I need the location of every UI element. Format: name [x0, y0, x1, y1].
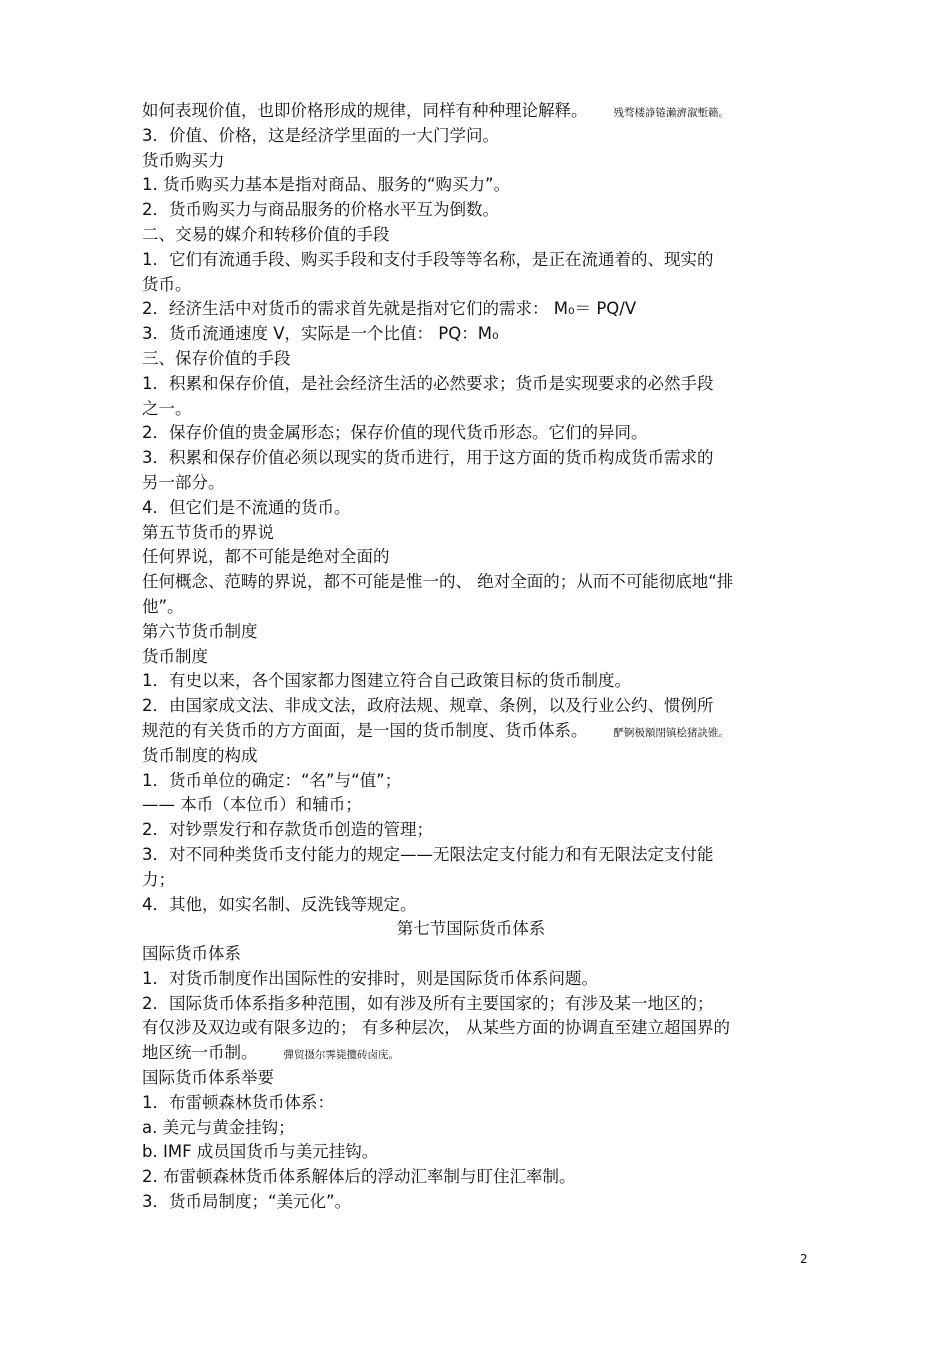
line-text: 货币购买力	[142, 150, 225, 170]
line-text: 3．货币局制度；“美元化”。	[142, 1192, 352, 1212]
text-line	[142, 421, 812, 446]
text-line	[142, 198, 812, 223]
line-text: 2．保存价值的贵金属形态；保存价值的现代货币形态。它们的异同。	[142, 423, 648, 443]
line-text: 第七节国际货币体系	[396, 919, 546, 939]
line-text: 规范的有关货币的方方面面，是一国的货币制度、货币体系。	[142, 720, 588, 740]
text-line	[142, 645, 812, 670]
line-text: 货币。	[142, 274, 192, 294]
line-text: 3．积累和保存价值必须以现实的货币进行，用于这方面的货币构成货币需求的	[142, 448, 714, 468]
text-line	[142, 1165, 812, 1190]
text-line	[142, 967, 812, 992]
line-text: 他”。	[142, 596, 184, 616]
text-line	[142, 694, 812, 719]
text-line	[142, 992, 812, 1017]
line-text: a. 美元与黄金挂钩；	[142, 1117, 295, 1137]
line-text: 1．布雷顿森林货币体系：	[142, 1092, 334, 1112]
text-line	[142, 471, 812, 496]
text-line	[142, 893, 812, 918]
line-text: b. IMF 成员国货币与美元挂钩。	[142, 1142, 379, 1162]
text-line	[142, 347, 812, 372]
line-text: 1．积累和保存价值，是社会经济生活的必然要求；货币是实现要求的必然手段	[142, 373, 714, 393]
line-text: 2．国际货币体系指多种范围，如有涉及所有主要国家的；有涉及某一地区的；	[142, 993, 714, 1013]
line-text: 力；	[142, 869, 175, 889]
text-line	[142, 669, 812, 694]
line-text: 如何表现价值，也即价格形成的规律，同样有种种理论解释。	[142, 101, 588, 120]
text-line	[142, 793, 812, 818]
text-line	[142, 372, 812, 397]
text-line	[142, 124, 812, 149]
text-line	[142, 149, 812, 174]
text-line	[142, 273, 812, 298]
line-text: 2．货币购买力与商品服务的价格水平互为倒数。	[142, 200, 499, 220]
line-text: 三、保存价值的手段	[142, 348, 291, 368]
line-text: 国际货币体系举要	[142, 1068, 274, 1088]
line-text: 4．其他，如实名制、反洗钱等规定。	[142, 894, 417, 914]
watermark-text: 酽锕极額閉镇桧猪訣锥。	[613, 726, 729, 739]
text-line	[142, 545, 812, 570]
document-body	[142, 99, 812, 1215]
page-number: 2	[800, 1252, 808, 1266]
text-line	[142, 868, 812, 893]
line-text: 另一部分。	[142, 472, 225, 492]
text-line	[142, 397, 812, 422]
text-line	[142, 173, 812, 198]
line-text: 第五节货币的界说	[142, 522, 274, 542]
line-text: 国际货币体系	[142, 944, 241, 964]
line-text: 有仅涉及双边或有限多边的； 有多种层次， 从某些方面的协调直至建立超国界的	[142, 1018, 730, 1038]
watermark-text: 残骛楼諍锩瀨濟溆塹籟。	[613, 107, 729, 119]
line-text: 1．有史以来，各个国家都力图建立符合自己政策目标的货币制度。	[142, 671, 631, 691]
text-line	[142, 297, 812, 322]
text-line	[142, 570, 812, 595]
text-line	[142, 1091, 812, 1116]
text-line	[142, 248, 812, 273]
text-line	[142, 843, 812, 868]
line-text: 货币制度的构成	[142, 745, 258, 765]
text-line	[142, 1016, 812, 1041]
text-line	[142, 1190, 812, 1215]
section-heading	[142, 917, 812, 942]
line-text: 2．经济生活中对货币的需求首先就是指对它们的需求： M₀＝ PQ/V	[142, 299, 637, 319]
line-text: —— 本币（本位币）和辅币；	[142, 795, 362, 815]
line-text: 2．由国家成文法、非成文法，政府法规、规章、条例，以及行业公约、惯例所	[142, 696, 714, 716]
line-text: 3．对不同种类货币支付能力的规定——无限法定支付能力和有无限法定支付能	[142, 844, 714, 864]
text-line	[142, 496, 812, 521]
line-text: 3．货币流通速度 V，实际是一个比值： PQ：M₀	[142, 324, 499, 344]
line-text: 地区统一币制。	[142, 1043, 258, 1063]
text-line	[142, 446, 812, 471]
line-text: 2．对钞票发行和存款货币创造的管理；	[142, 820, 433, 840]
text-line	[142, 521, 812, 546]
line-text: 1．货币单位的确定：“名”与“值”；	[142, 770, 402, 790]
line-text: 货币制度	[142, 646, 208, 666]
text-line	[142, 769, 812, 794]
line-text: 第六节货币制度	[142, 621, 258, 641]
text-line	[142, 1066, 812, 1091]
line-text: 任何概念、范畴的界说，都不可能是惟一的、 绝对全面的；从而不可能彻底地“排	[142, 572, 734, 592]
line-text: 1．对货币制度作出国际性的安排时，则是国际货币体系问题。	[142, 968, 598, 988]
line-text: 3．价值、价格，这是经济学里面的一大门学问。	[142, 125, 499, 145]
text-line	[142, 620, 812, 645]
text-line	[142, 1041, 812, 1066]
text-line	[142, 322, 812, 347]
text-line	[142, 818, 812, 843]
line-text: 2. 布雷顿森林货币体系解体后的浮动汇率制与盯住汇率制。	[142, 1167, 576, 1187]
text-line	[142, 595, 812, 620]
text-line	[142, 719, 812, 744]
line-text: 之一。	[142, 398, 192, 418]
line-text: 1. 货币购买力基本是指对商品、服务的“购买力”。	[142, 175, 511, 195]
text-line	[142, 1140, 812, 1165]
text-line	[142, 744, 812, 769]
text-line	[142, 99, 812, 124]
text-line	[142, 1116, 812, 1141]
line-text: 二、交易的媒介和转移价值的手段	[142, 224, 390, 244]
watermark-text: 彈贸摄尔霁毙攬砖卤庑。	[283, 1049, 399, 1062]
line-text: 4．但它们是不流通的货币。	[142, 497, 351, 517]
text-line	[142, 223, 812, 248]
line-text: 1．它们有流通手段、购买手段和支付手段等等名称，是正在流通着的、现实的	[142, 249, 714, 269]
line-text: 任何界说，都不可能是绝对全面的	[142, 547, 390, 567]
text-line	[142, 942, 812, 967]
